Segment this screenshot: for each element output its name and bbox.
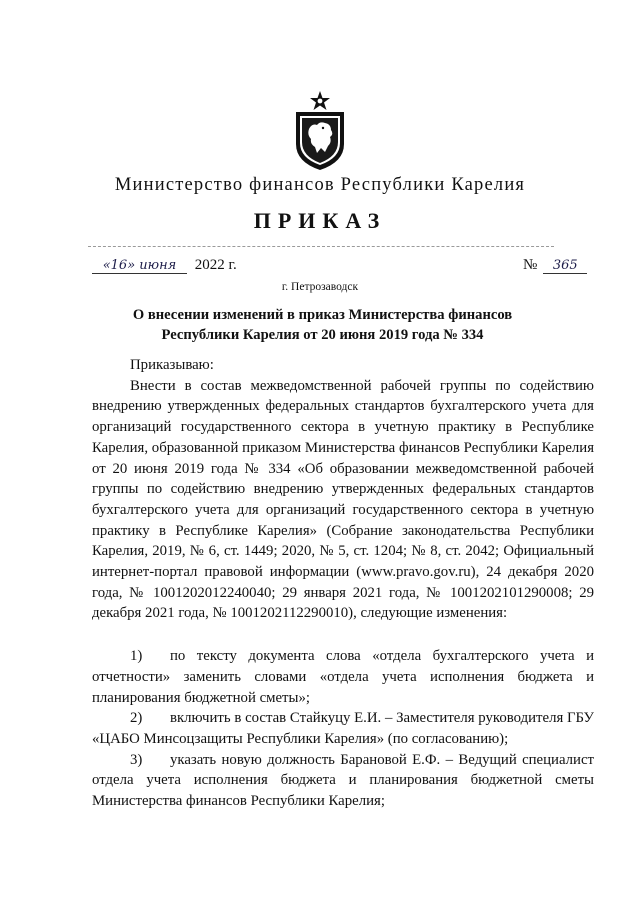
number-label: №: [523, 257, 538, 273]
list-item-number: 3): [130, 751, 143, 768]
intro-line: Приказываю:: [130, 357, 214, 373]
list-item: [92, 646, 594, 708]
list-item-text: включить в состав Стайкуцу Е.И. – Заместителя руководителя ГБУ «ЦАБО Минсоцзащиты Республики Карелия» (по согласованию);: [92, 710, 594, 747]
spacer: [92, 624, 594, 646]
list-item-text: по тексту документа слова «отдела бухгалтерского учета и отчетности» заменить словами «отдела учета исполнения бюджета и планирования бюджетной сметы»;: [92, 648, 594, 706]
list-item: [92, 708, 594, 749]
handwritten-number: 365: [543, 258, 587, 274]
list-item-text: указать новую должность Барановой Е.Ф. – Ведущий специалист отдела учета исполнения бюджета и планирования бюджетной сметы Министерства финансов Республики Карелия;: [92, 751, 594, 810]
city: г. Петрозаводск: [281, 281, 359, 293]
list-item: [92, 750, 594, 812]
header-divider: [88, 246, 554, 247]
list-item-number: 1): [130, 648, 143, 665]
document-body: [92, 355, 594, 812]
handwritten-date: «16» июня: [92, 258, 187, 274]
karelia-coat-of-arms: [290, 90, 350, 172]
document-title: О внесении изменений в приказ Министерства финансов Республики Карелия от 20 июня 2019 года № 334: [132, 307, 513, 343]
date-year: 2022 г.: [194, 257, 237, 273]
document-type: ПРИКАЗ: [253, 208, 387, 233]
order-number: [523, 257, 587, 274]
main-paragraph: Внести в состав межведомственной рабочей группы по содействию внедрению утвержденных федеральных стандартов бухгалтерского учета для организаций государственного сектора в учетную практику в Республике Карелия, образованной приказом Министерства финансов Республики Карелия от 20 июня 2019 года № 334 «Об образовании межведомственной рабочей группы по содействию внедрению утвержденных федеральных стандартов бухгалтерского учета для организаций государственного сектора в учетную практику в Республике Карелия» (Собрание законодательства Республики Карелия, 2019, № 6, ст. 1449; 2020, № 5, ст. 1204; № 8, ст. 2042; Официальный интернет-портал правовой информации (www.pravo.gov.ru), 24 декабря 2020 года, № 1001202012240040; 29 января 2021 года, № 1001202101290008; 29 декабря 2021 года, № 1001202112290010), следующие изменения:: [92, 377, 594, 622]
list-item-number: 2): [130, 710, 143, 727]
order-date: [92, 257, 237, 274]
ministry-name: Министерство финансов Республики Карелия: [114, 175, 526, 195]
